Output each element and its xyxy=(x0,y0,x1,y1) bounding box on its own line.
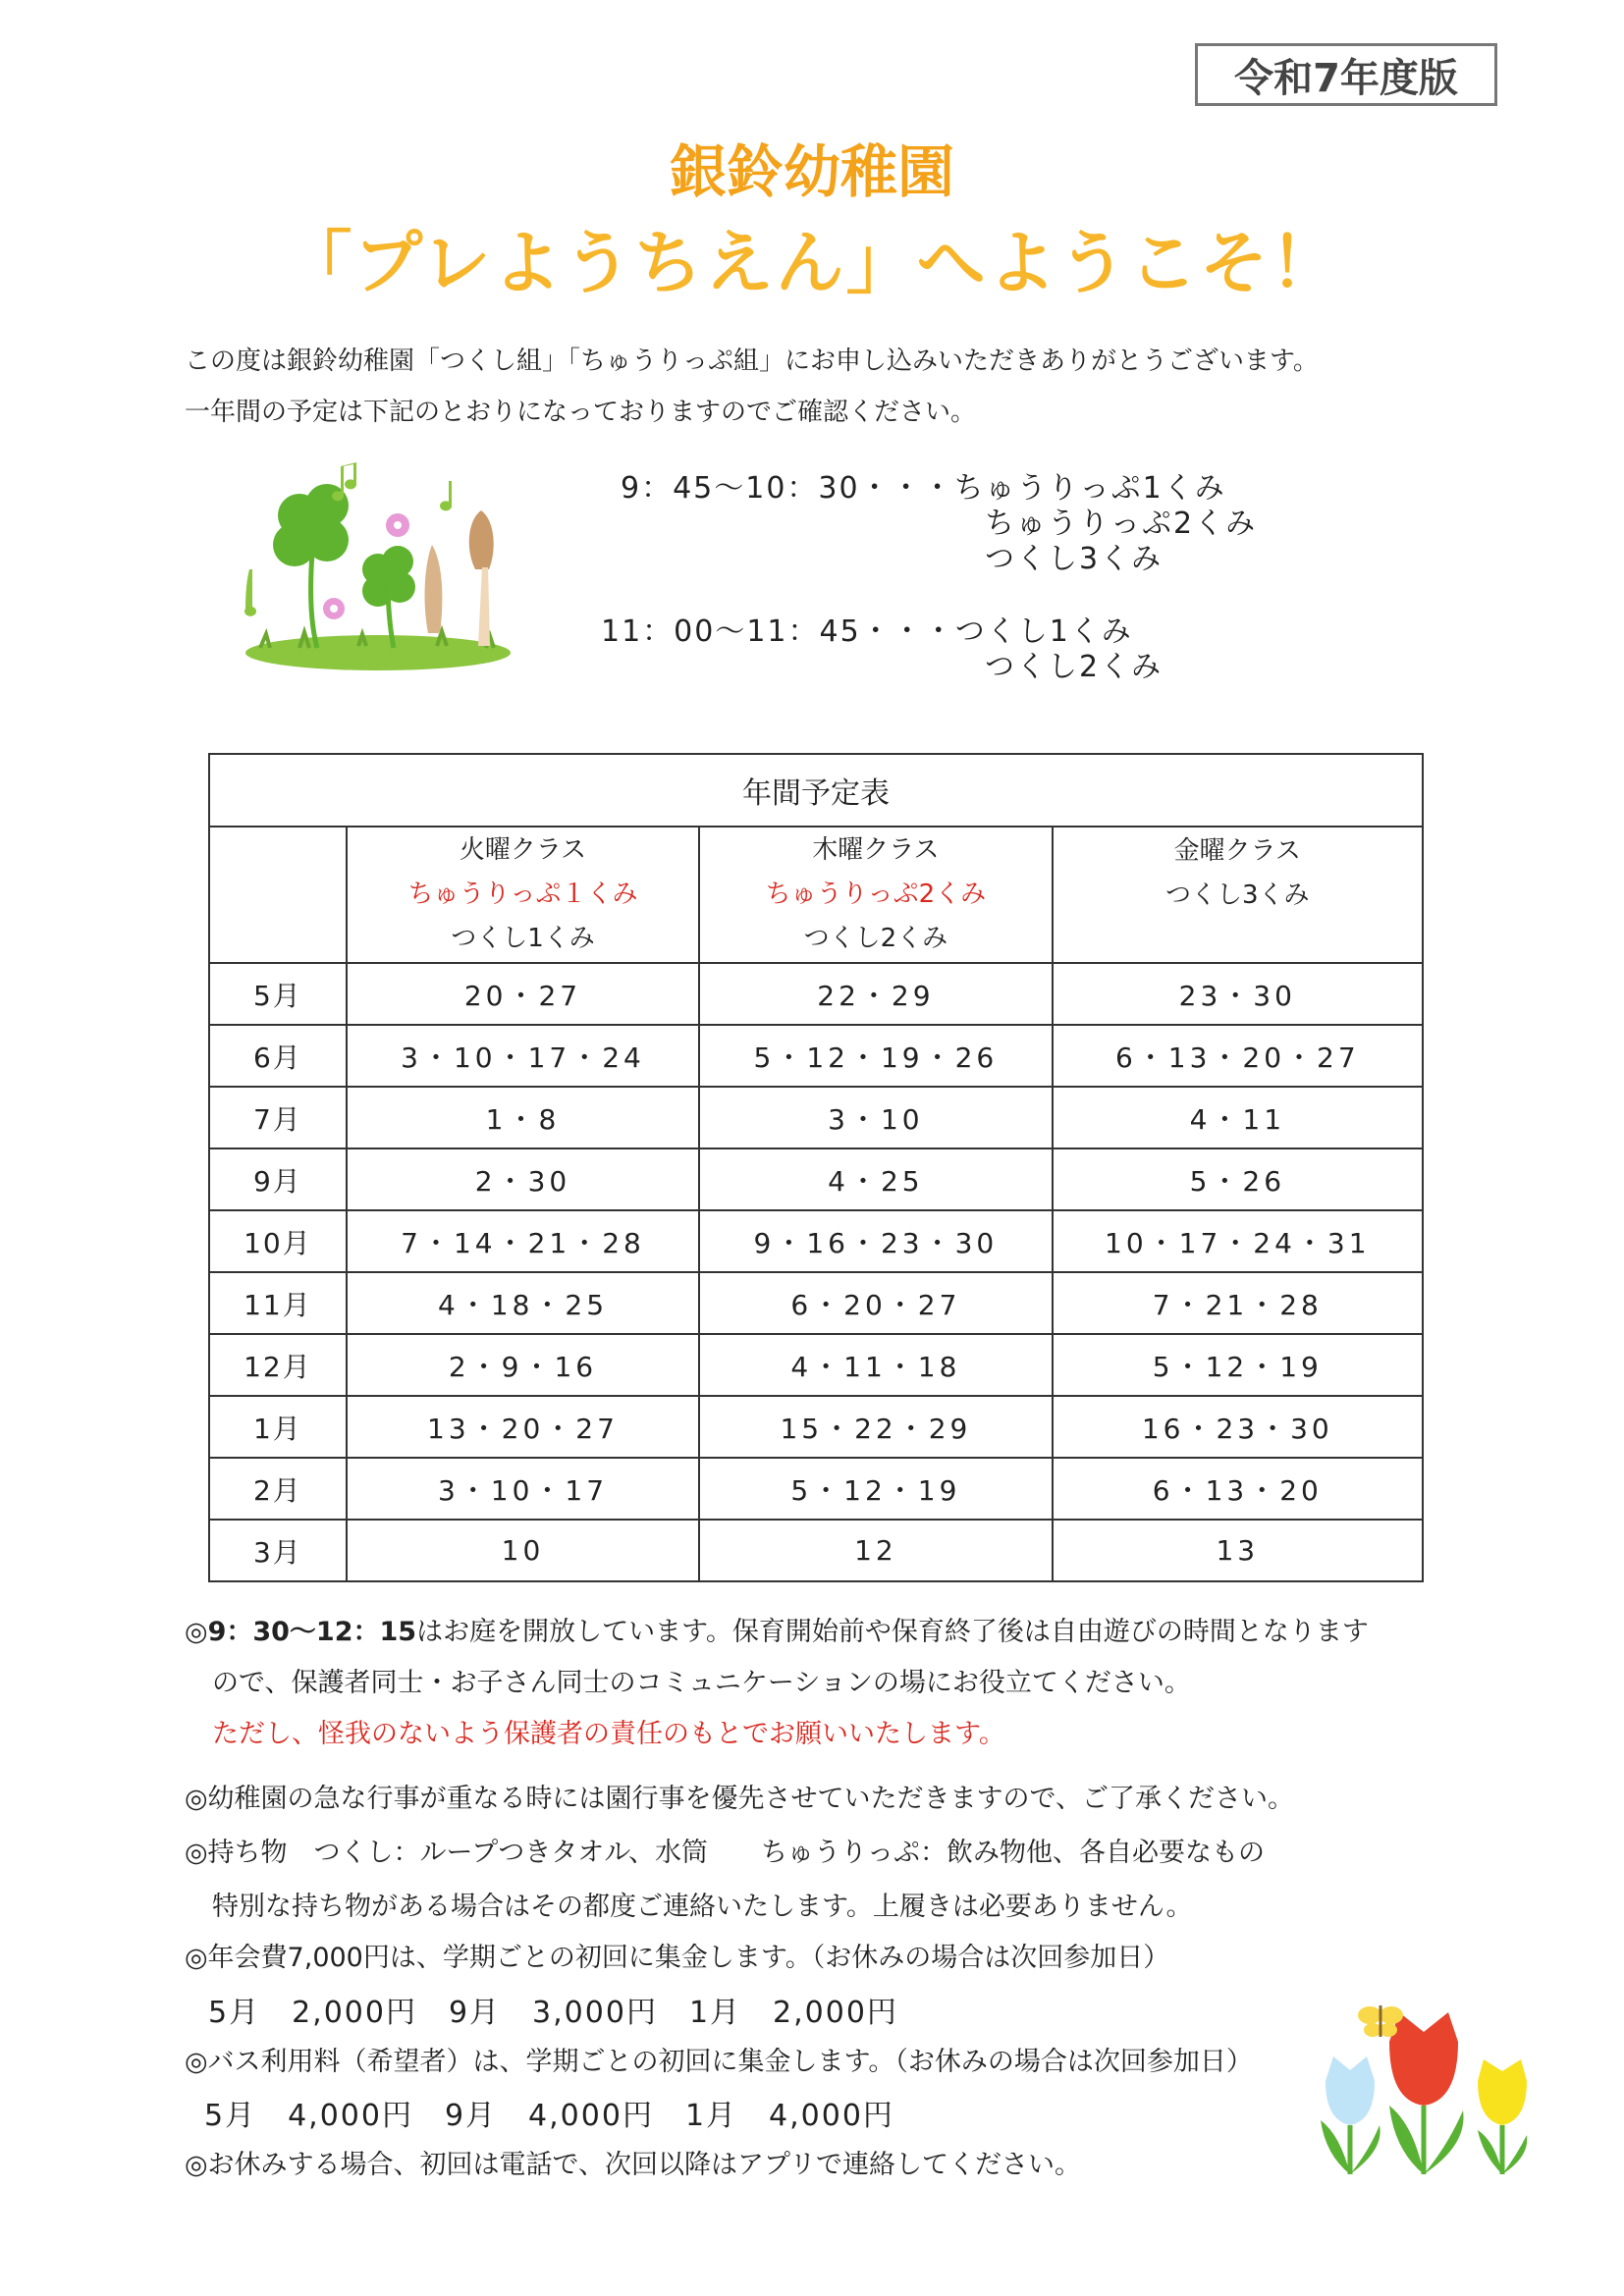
thu-dates: 3・10 xyxy=(699,1087,1052,1148)
tue-dates: 13・20・27 xyxy=(347,1396,699,1458)
table-row xyxy=(209,1087,1423,1148)
time-slot-2-class: つくし1くみ xyxy=(954,614,1133,649)
month-cell: 5月 xyxy=(209,963,347,1025)
edition-badge: 令和7年度版 xyxy=(1195,43,1497,106)
tue-dates: 1・8 xyxy=(347,1087,699,1148)
tue-dates: 7・14・21・28 xyxy=(347,1210,699,1272)
fri-dates: 5・26 xyxy=(1053,1148,1423,1210)
thu-dates: 12 xyxy=(699,1520,1052,1581)
thu-dates: 4・25 xyxy=(699,1148,1052,1210)
garden-time: 9：30～12：15 xyxy=(207,1617,417,1647)
note-fee: ◎年会費7,000円は、学期ごとの初回に集金します。（お休みの場合は次回参加日） xyxy=(185,1943,1170,1973)
schedule-times-1 xyxy=(621,471,1226,507)
tulip-illustration xyxy=(1311,1998,1537,2184)
month-cell: 1月 xyxy=(209,1396,347,1458)
note-garden xyxy=(185,1610,1369,1648)
table-row xyxy=(209,1458,1423,1520)
month-cell: 10月 xyxy=(209,1210,347,1272)
month-cell: 9月 xyxy=(209,1148,347,1210)
intro-line: この度は銀鈴幼稚園「つくし組」「ちゅうりっぷ組」にお申し込みいただきありがとうございます。 xyxy=(185,347,1319,376)
column-label: 火曜クラス xyxy=(459,835,587,865)
table-caption: 年間予定表 xyxy=(209,754,1423,827)
column-class-red: ちゅうりっぷ１くみ xyxy=(407,880,638,909)
fri-dates: 7・21・28 xyxy=(1053,1272,1423,1334)
intro-line: 一年間の予定は下記のとおりになっておりますのでご確認ください。 xyxy=(185,398,977,427)
tue-dates: 20・27 xyxy=(347,963,699,1025)
thu-dates: 6・20・27 xyxy=(699,1272,1052,1334)
fri-dates: 5・12・19 xyxy=(1053,1334,1423,1396)
tue-dates: 4・18・25 xyxy=(347,1272,699,1334)
time-slot-2-class: つくし2くみ xyxy=(985,650,1164,684)
month-cell: 6月 xyxy=(209,1025,347,1087)
table-row xyxy=(209,963,1423,1025)
table-row xyxy=(209,1396,1423,1458)
time-slot-2: 11：00～11：45・・・ xyxy=(601,614,955,649)
tue-dates: 10 xyxy=(347,1520,699,1581)
table-row xyxy=(209,1520,1423,1581)
thu-dates: 5・12・19・26 xyxy=(699,1025,1052,1087)
month-cell: 11月 xyxy=(209,1272,347,1334)
fri-dates: 6・13・20 xyxy=(1053,1458,1423,1520)
note-events: ◎幼稚園の急な行事が重なる時には園行事を優先させていただきますので、ご了承ください。 xyxy=(185,1784,1295,1814)
note-absence: ◎お休みする場合、初回は電話で、次回以降はアプリで連絡してください。 xyxy=(185,2150,1081,2180)
fri-dates: 13 xyxy=(1053,1520,1423,1581)
column-class-red: ちゅうりっぷ2くみ xyxy=(765,880,987,909)
column-label: 金曜クラス xyxy=(1173,836,1301,866)
table-corner xyxy=(209,827,347,963)
column-class: つくし3くみ xyxy=(1165,881,1310,910)
fri-dates: 16・23・30 xyxy=(1053,1396,1423,1458)
column-header-fri xyxy=(1053,827,1423,963)
table-row xyxy=(209,1334,1423,1396)
tue-dates: 3・10・17 xyxy=(347,1458,699,1520)
fri-dates: 10・17・24・31 xyxy=(1053,1210,1423,1272)
annual-schedule-table xyxy=(208,753,1424,1582)
column-header-thu xyxy=(699,827,1052,963)
garden-text: はお庭を開放しています。保育開始前や保育終了後は自由遊びの時間となります xyxy=(416,1617,1369,1647)
column-class: つくし2くみ xyxy=(803,924,948,953)
table-row xyxy=(209,1148,1423,1210)
column-header-tue xyxy=(347,827,699,963)
thu-dates: 22・29 xyxy=(699,963,1052,1025)
tue-dates: 2・9・16 xyxy=(347,1334,699,1396)
column-label: 木曜クラス xyxy=(812,835,940,865)
note-items: ◎持ち物 つくし：ループつきタオル、水筒 ちゅうりっぷ：飲み物他、各自必要なもの xyxy=(185,1838,1266,1868)
page-subtitle: 「プレようちえん」へようこそ！ xyxy=(283,223,1341,303)
month-cell: 2月 xyxy=(209,1458,347,1520)
fri-dates: 6・13・20・27 xyxy=(1053,1025,1423,1087)
note-bus-detail: 5月 4,000円 9月 4,000円 1月 4,000円 xyxy=(204,2099,894,2133)
intro-text xyxy=(185,336,1319,438)
time-slot-1: 9：45～10：30・・・ xyxy=(621,471,954,506)
thu-dates: 5・12・19 xyxy=(699,1458,1052,1520)
table-row xyxy=(209,1210,1423,1272)
time-slot-1-class: ちゅうりっぷ1くみ xyxy=(953,471,1226,506)
thu-dates: 15・22・29 xyxy=(699,1396,1052,1458)
table-row xyxy=(209,1025,1423,1087)
note-bus: ◎バス利用料（希望者）は、学期ごとの初回に集金します。（お休みの場合は次回参加日） xyxy=(185,2047,1253,2077)
note-bullet: ◎ xyxy=(185,1617,208,1647)
month-cell: 7月 xyxy=(209,1087,347,1148)
fri-dates: 4・11 xyxy=(1053,1087,1423,1148)
note-garden-warning: ただし、怪我のないよう保護者の責任のもとでお願いいたします。 xyxy=(212,1719,1005,1749)
fri-dates: 23・30 xyxy=(1053,963,1423,1025)
table-row xyxy=(209,1272,1423,1334)
month-cell: 12月 xyxy=(209,1334,347,1396)
thu-dates: 9・16・23・30 xyxy=(699,1210,1052,1272)
note-items-line2: 特別な持ち物がある場合はその都度ご連絡いたします。上履きは必要ありません。 xyxy=(212,1892,1193,1922)
note-fee-detail: 5月 2,000円 9月 3,000円 1月 2,000円 xyxy=(208,1996,898,2030)
tue-dates: 2・30 xyxy=(347,1148,699,1210)
month-cell: 3月 xyxy=(209,1520,347,1581)
tue-dates: 3・10・17・24 xyxy=(347,1025,699,1087)
time-slot-1-class: つくし3くみ xyxy=(985,542,1164,576)
time-slot-1-class: ちゅうりっぷ2くみ xyxy=(985,507,1258,541)
clover-illustration xyxy=(241,452,525,672)
page-title: 銀鈴幼稚園 xyxy=(669,138,954,205)
schedule-times-2 xyxy=(601,614,1133,650)
column-class: つくし1くみ xyxy=(451,924,595,953)
note-garden-line2: ので、保護者同士・お子さん同士のコミュニケーションの場にお役立てください。 xyxy=(212,1668,1191,1698)
thu-dates: 4・11・18 xyxy=(699,1334,1052,1396)
